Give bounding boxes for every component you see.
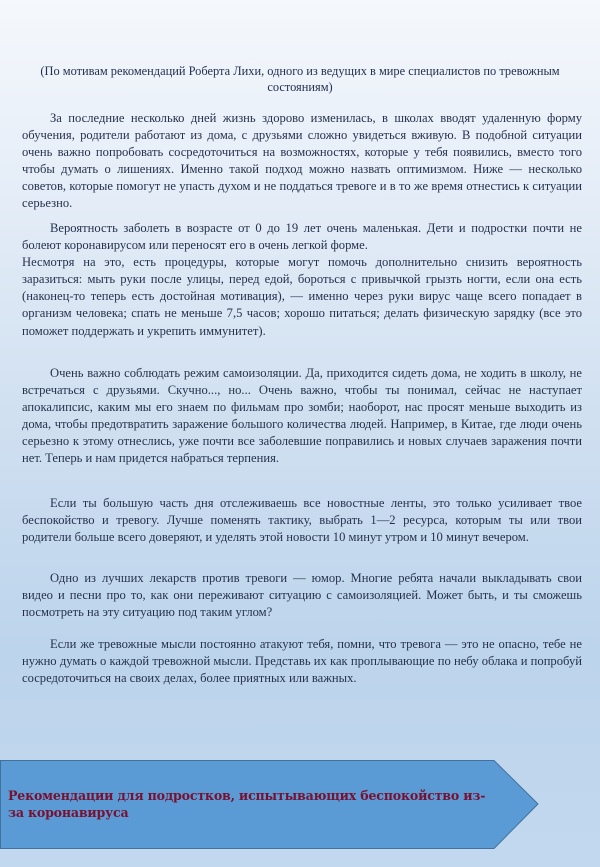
paragraph-text: Если же тревожные мысли постоянно атакуют тебя, помни, что тревога — это не опасно, тебе не нужно думать о каждой тревожной мысли. Представь их как проплывающие по небу облака и попробуй сосредоточиться на своих делах, более приятных или важных. [22,637,582,686]
paragraph-text: Если ты большую часть дня отслеживаешь все новостные ленты, это только усиливает твое беспокойство и тревогу. Лучше поменять тактику, выбрать 1—2 ресурса, которым ты или твои родители больше всего доверяют, и уделять этой новости 10 минут утром и 10 минут вечером. [22,496,582,545]
title-banner [0,760,540,849]
paragraph-text: За последние несколько дней жизнь здорово изменилась, в школах вводят удаленную форму обучения, родители работают из дома, с друзьями сложно увидеться вживую. В подобной ситуации очень важно попробовать сосредоточиться на возможностях, которые у тебя появились, вместо того чтобы думать о лишениях. Именно такой подход можно назвать оптимизмом. Ниже — несколько советов, которые помогут не упасть духом и не поддаться тревоге и в то же время отнестись к ситуации серьезно. [22,111,582,211]
paragraph-anxious-thoughts [22,636,582,687]
banner-title: Рекомендации для подростков, испытывающих беспокойство из-за коронавируса [8,788,486,820]
paragraph-probability [22,220,582,340]
paragraph-text: Несмотря на это, есть процедуры, которые могут помочь дополнительно снизить вероятность заразиться: мыть руки после улицы, перед едой, бороться с привычкой грызть ногти, если она есть (наконец-то теперь есть достойная мотивация), — именно через руки вирус чаще всего попадает в организм человека; спать не меньше 7,5 часов; хорошо питаться; делать физическую зарядку (все это поможет поддержать и укрепить иммунитет). [22,255,582,338]
paragraph-humor [22,570,582,621]
paragraph-text: Очень важно соблюдать режим самоизоляции. Да, приходится сидеть дома, не ходить в школу, не встречаться с друзьями. Скучно..., но... Очень важно, чтобы ты понимал, сейчас не наступает апокалипсис, каким мы его знаем по фильмам про зомби; наоборот, нас просят меньше выходить из дома, чтобы предотвратить заражение большого количества людей. Например, в Китае, где люди очень серьезно к этому отнеслись, уже почти все заболевшие поправились и новых случаев заражения почти нет. Теперь и нам придется набраться терпения. [22,366,582,466]
paragraph-text: Вероятность заболеть в возрасте от 0 до 19 лет очень маленькая. Дети и подростки почти не болеют коронавирусом или переносят его в очень легкой форме. [22,221,582,253]
paragraph-news [22,495,582,546]
paragraph-intro [22,110,582,213]
document-subtitle: (По мотивам рекомендаций Роберта Лихи, одного из ведущих в мире специалистов по тревожным состояниям) [40,64,560,94]
paragraph-text: Одно из лучших лекарств против тревоги — юмор. Многие ребята начали выкладывать свои видео и песни про то, как они переживают ситуацию с самоизоляцией. Может быть, и ты сможешь посмотреть на эту ситуацию под таким углом? [22,571,582,620]
paragraph-self-isolation [22,365,582,468]
